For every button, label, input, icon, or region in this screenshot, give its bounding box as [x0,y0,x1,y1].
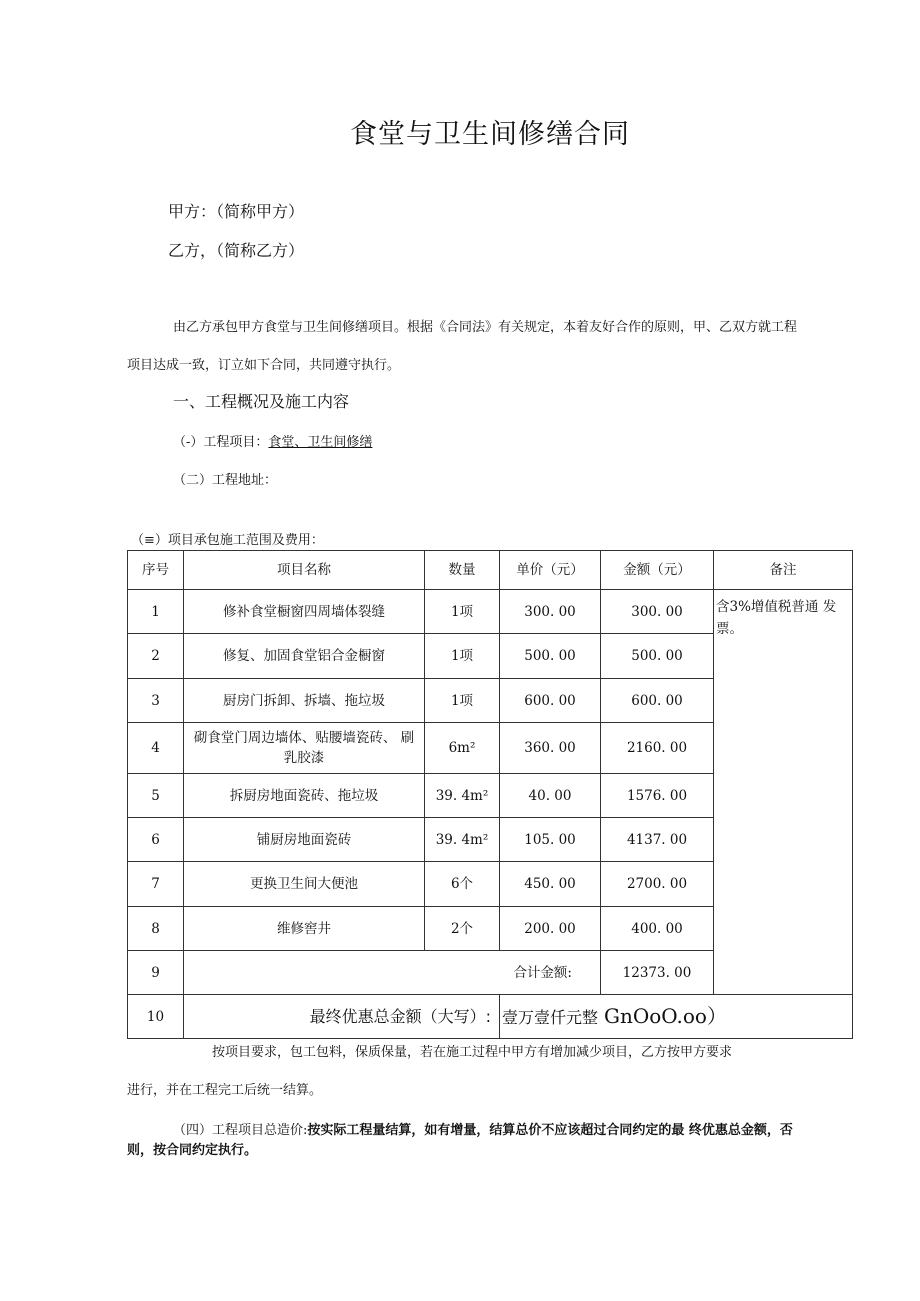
item2-address: （二）工程地址： [173,473,278,488]
row-amount: 4137. 00 [601,818,714,862]
row-price: 300. 00 [500,590,601,634]
row-name: 修补食堂橱窗四周墙体裂缝 [184,590,425,634]
header-cell: 项目名称 [184,551,425,590]
row-no: 5 [128,774,184,818]
row-amount: 400. 00 [601,907,714,951]
row-amount: 2700. 00 [601,862,714,907]
final-amount-label: 最终优惠总金额（大写）: [184,995,500,1039]
row-amount: 300. 00 [601,590,714,634]
row-qty: 1项 [425,634,500,679]
row-no: 1 [128,590,184,634]
row-qty: 2个 [425,907,500,951]
row-name: 铺厨房地面瓷砖 [184,818,425,862]
table-final-row [128,995,853,1039]
row-no: 6 [128,818,184,862]
item1-value: 食堂、卫生间修缮 [268,435,373,450]
party-a: 甲方：（简称甲方） [168,202,305,221]
total-amount: 12373. 00 [601,951,714,995]
row-price: 40. 00 [500,774,601,818]
final-amount-value [500,995,853,1039]
party-b: 乙方，（简称乙方） [168,241,305,260]
final-amount-words: 壹万壹仟元整 [502,1007,599,1027]
intro-paragraph-line2: 项目达成一致，订立如下合同，共同遵守执行。 [127,358,401,373]
row-amount: 600. 00 [601,679,714,723]
row-name: 拆厨房地面瓷砖、拖垃圾 [184,774,425,818]
row-amount: 2160. 00 [601,723,714,774]
intro-paragraph-line1: 由乙方承包甲方食堂与卫生间修缮项目。根据《合同法》有关规定，本着友好合作的原则，甲、乙双方就工程 [173,320,798,335]
row-price: 360. 00 [500,723,601,774]
header-cell: 序号 [128,551,184,590]
row-no: 7 [128,862,184,907]
row-price: 105. 00 [500,818,601,862]
total-label: 合计金额: [184,951,601,995]
row-qty: 39. 4m² [425,818,500,862]
item4-text-line1: 按实际工程量结算，如有增量，结算总价不应该超过合同约定的最 终优惠总金额，否 [307,1123,793,1138]
item4-text-line2: 则，按合同约定执行。 [127,1143,258,1158]
row-name: 修复、加固食堂铝合金橱窗 [184,634,425,679]
note-cell: 含3%增值税普通 发票。 [714,590,853,995]
row-no: 8 [128,907,184,951]
row-amount: 1576. 00 [601,774,714,818]
after-table-line2: 进行，并在工程完工后统一结算。 [127,1083,323,1098]
row-qty: 6m² [425,723,500,774]
table-header-row [128,551,853,590]
row-name: 砌食堂门周边墙体、贴腰墙瓷砖、 刷乳胶漆 [184,723,425,774]
row-price: 450. 00 [500,862,601,907]
row-no: 4 [128,723,184,774]
cost-table [127,550,853,1039]
final-row-no: 10 [128,995,184,1039]
final-amount-numeric: GnOoO.oo） [604,1003,727,1028]
row-qty: 6个 [425,862,500,907]
item1-project [173,431,372,450]
row-price: 200. 00 [500,907,601,951]
row-name: 厨房门拆卸、拆墙、拖垃圾 [184,679,425,723]
item3-scope: （≡）项目承包施工范围及费用： [131,533,324,548]
item4-label: （四）工程项目总造价: [173,1123,308,1138]
header-cell: 备注 [714,551,853,590]
header-cell: 数量 [425,551,500,590]
row-qty: 1项 [425,590,500,634]
row-no: 2 [128,634,184,679]
item4-total-price [173,1119,793,1138]
total-row-no: 9 [128,951,184,995]
after-table-line1: 按项目要求，包工包料，保质保量，若在施工过程中甲方有增加减少项目，乙方按甲方要求 [212,1045,733,1060]
row-qty: 1项 [425,679,500,723]
document-title: 食堂与卫生间修缮合同 [350,119,630,150]
row-name: 更换卫生间大便池 [184,862,425,907]
row-price: 500. 00 [500,634,601,679]
row-amount: 500. 00 [601,634,714,679]
item1-label: （-）工程项目： [173,435,269,450]
row-name: 维修窖井 [184,907,425,951]
section1-heading: 一、工程概况及施工内容 [173,392,350,411]
table-row [128,590,853,634]
row-price: 600. 00 [500,679,601,723]
row-qty: 39. 4m² [425,774,500,818]
header-cell: 金额（元） [601,551,714,590]
header-cell: 单价（元） [500,551,601,590]
row-no: 3 [128,679,184,723]
